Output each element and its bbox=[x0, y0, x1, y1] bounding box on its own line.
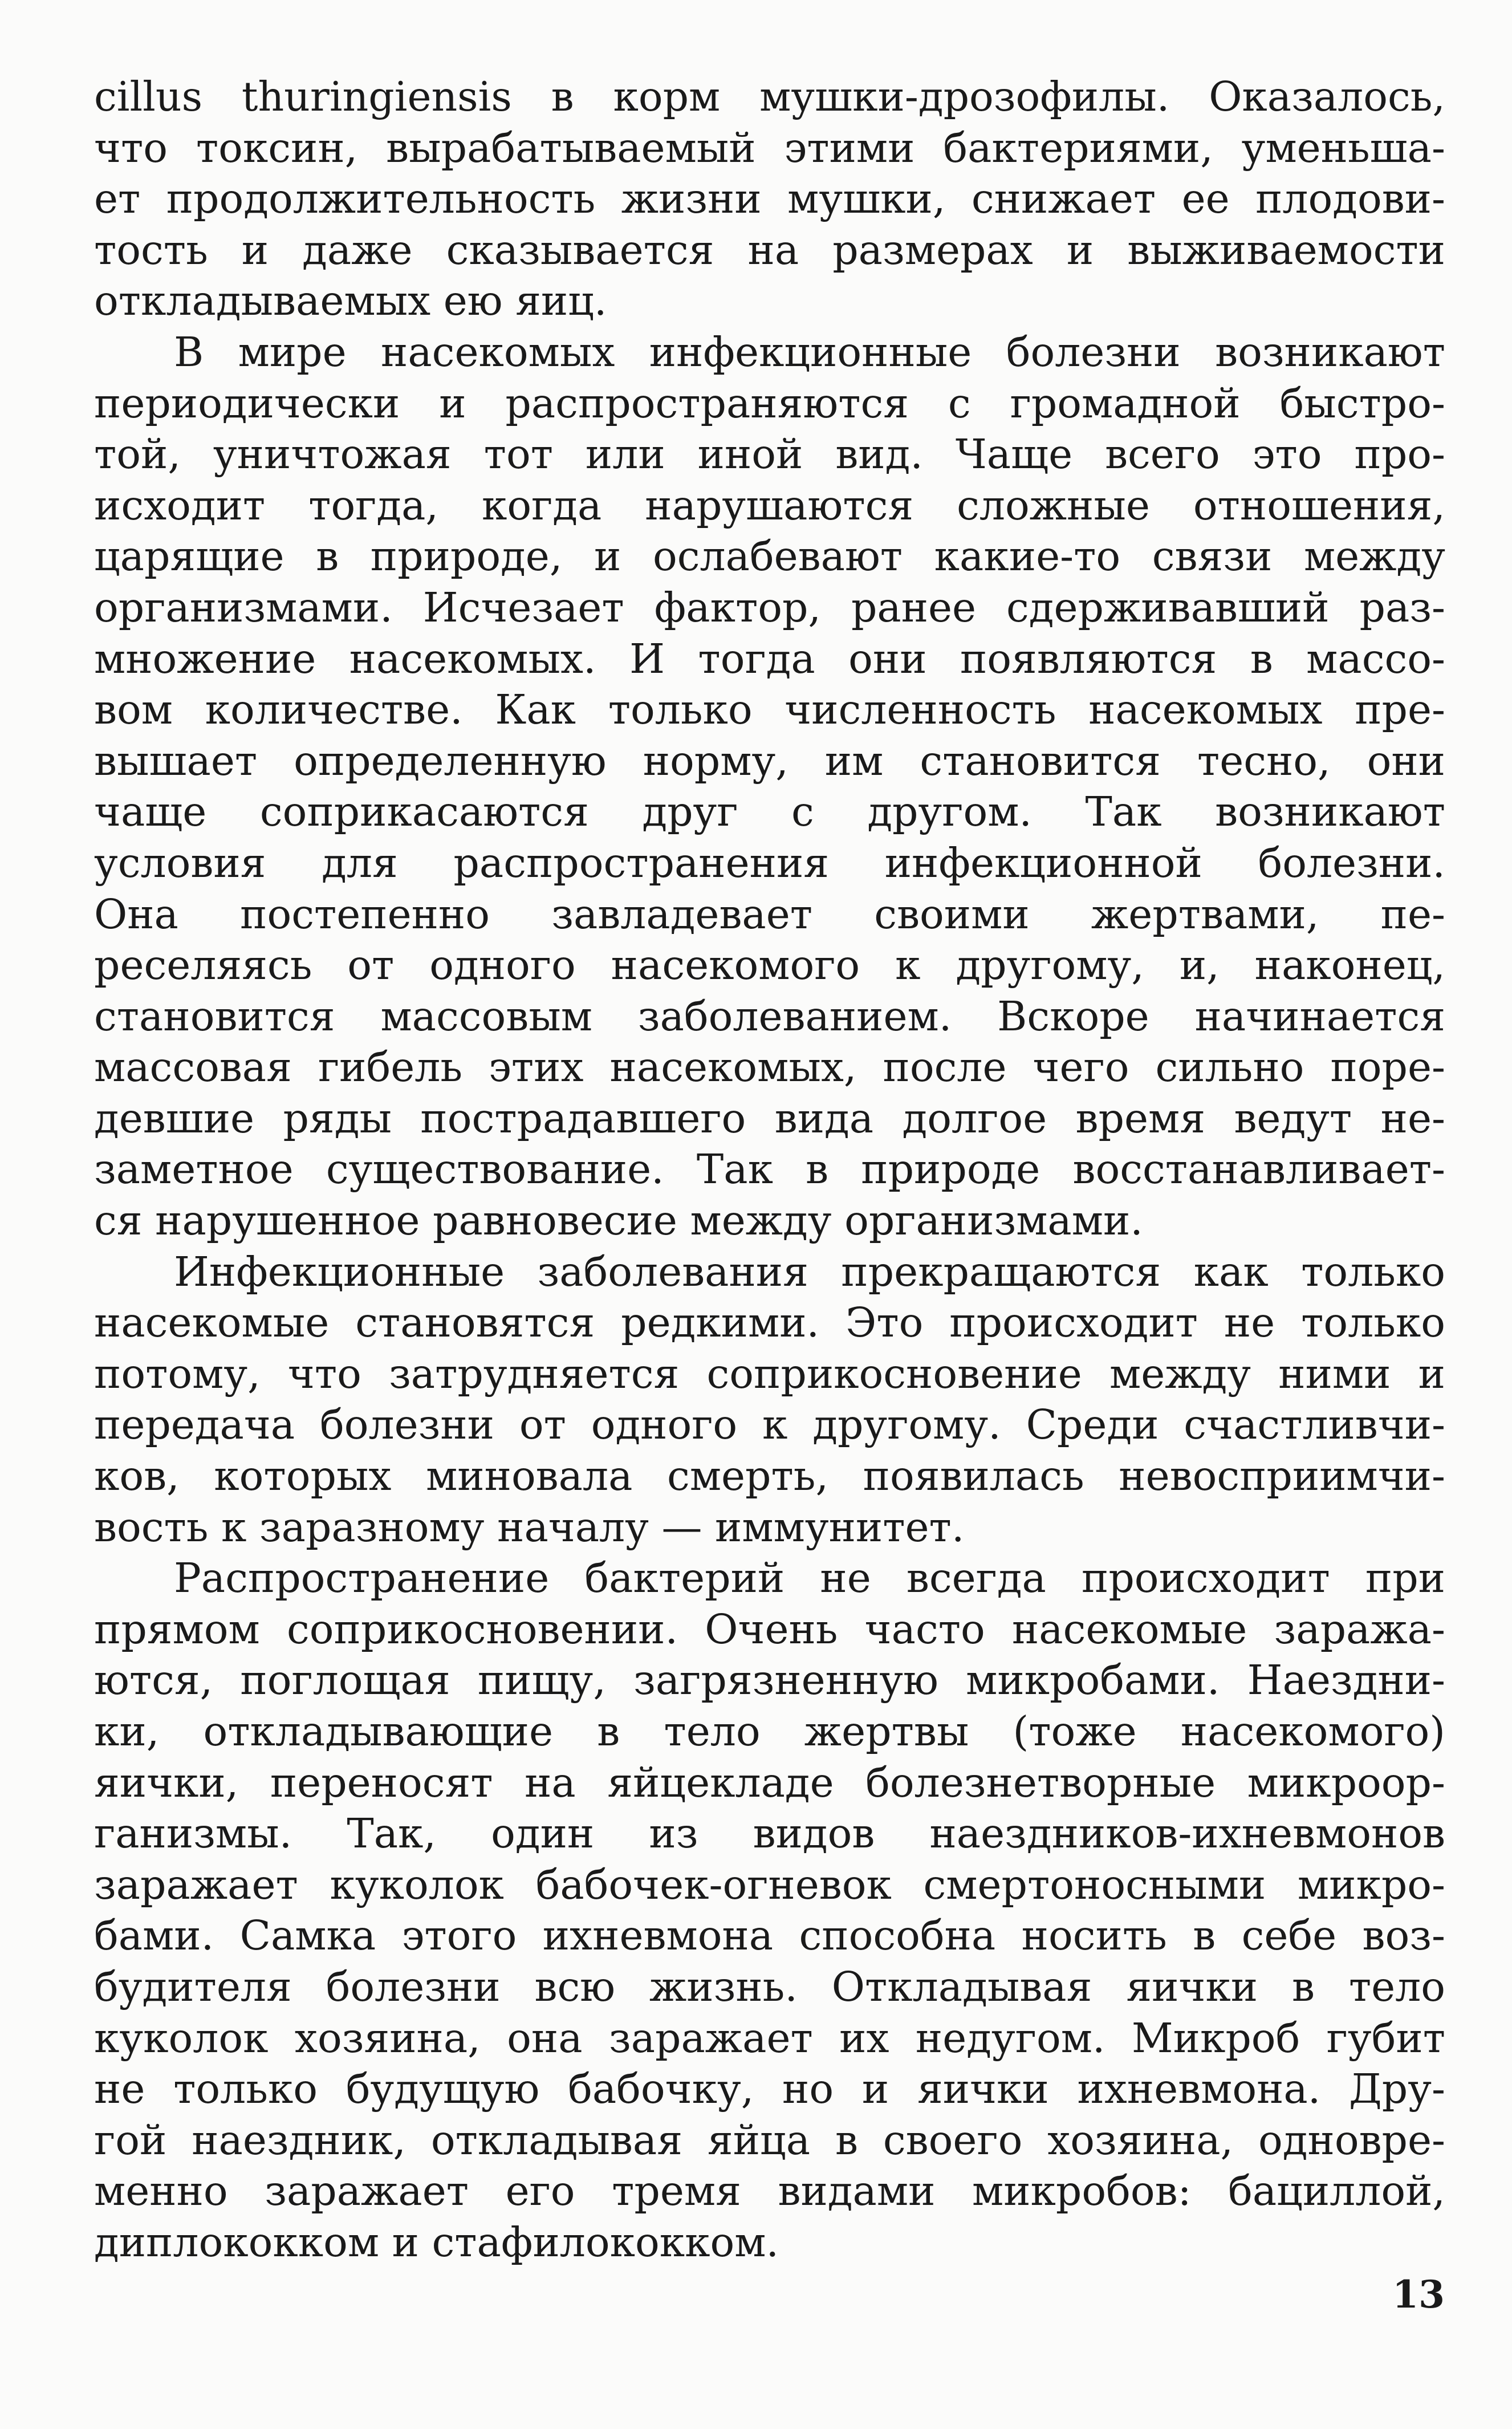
text-line: девшие ряды пострадавшего вида долгое время ведут не- bbox=[94, 1094, 1445, 1142]
text-line: прямом соприкосновении. Очень часто насекомые заража- bbox=[94, 1605, 1445, 1653]
text-line: насекомые становятся редкими. Это происходит не только bbox=[94, 1299, 1445, 1347]
text-line: яички, переносят на яйцекладе болезнетворные микроор- bbox=[94, 1758, 1445, 1806]
text-line: диплококком и стафилококком. bbox=[94, 2218, 779, 2266]
text-line: вышает определенную норму, им становится тесно, они bbox=[94, 737, 1445, 785]
text-line: передача болезни от одного к другому. Среди счастливчи- bbox=[94, 1401, 1445, 1449]
text-line: царящие в природе, и ослабевают какие-то связи между bbox=[94, 533, 1445, 580]
text-line: условия для распространения инфекционной болезни. bbox=[94, 839, 1445, 887]
text-line: реселяясь от одного насекомого к другому, и, наконец, bbox=[94, 941, 1445, 989]
text-line: организмами. Исчезает фактор, ранее сдерживавший раз- bbox=[94, 583, 1445, 631]
text-line: массовая гибель этих насекомых, после чего сильно поре- bbox=[94, 1043, 1445, 1091]
text-line: В мире насекомых инфекционные болезни возникают bbox=[174, 328, 1445, 376]
text-line: ганизмы. Так, один из видов наездников-ихневмонов bbox=[94, 1810, 1445, 1858]
paragraph-2 bbox=[94, 327, 1445, 1246]
text-line: менно заражает его тремя видами микробов: бациллой, bbox=[94, 2167, 1445, 2215]
paragraph-4 bbox=[94, 1553, 1445, 2268]
text-line: куколок хозяина, она заражает их недугом. Микроб губит bbox=[94, 2014, 1445, 2062]
body-text bbox=[94, 71, 1445, 2268]
text-line: ся нарушенное равновесие между организмами. bbox=[94, 1197, 1143, 1245]
text-line: будителя болезни всю жизнь. Откладывая яички в тело bbox=[94, 1963, 1445, 2010]
text-line: ков, которых миновала смерть, появилась невосприимчи- bbox=[94, 1452, 1445, 1500]
text-line: чаще соприкасаются друг с другом. Так возникают bbox=[94, 788, 1445, 836]
text-line: исходит тогда, когда нарушаются сложные отношения, bbox=[94, 481, 1445, 529]
page-number: 13 bbox=[1392, 2272, 1445, 2317]
text-line: вость к заразному началу — иммунитет. bbox=[94, 1503, 965, 1551]
text-line: тость и даже сказывается на размерах и выживаемости bbox=[94, 226, 1445, 274]
text-line: той, уничтожая тот или иной вид. Чаще всего это про- bbox=[94, 430, 1445, 478]
text-line: что токсин, вырабатываемый этими бактериями, уменьша- bbox=[94, 124, 1445, 172]
text-line: гой наездник, откладывая яйца в своего хозяина, одновре- bbox=[94, 2116, 1445, 2164]
text-line: множение насекомых. И тогда они появляются в массо- bbox=[94, 635, 1445, 683]
text-line: не только будущую бабочку, но и яички ихневмона. Дру- bbox=[94, 2065, 1445, 2113]
text-line: cillus thuringiensis в корм мушки-дрозофилы. Оказалось, bbox=[94, 73, 1445, 120]
paragraph-1 bbox=[94, 71, 1445, 327]
text-line: заметное существование. Так в природе восстанавливает- bbox=[94, 1146, 1445, 1193]
text-line: ет продолжительность жизни мушки, снижает ее плодови- bbox=[94, 175, 1445, 223]
text-line: периодически и распространяются с громадной быстро- bbox=[94, 379, 1445, 427]
paragraph-3 bbox=[94, 1246, 1445, 1553]
text-line: Она постепенно завладевает своими жертвами, пе- bbox=[94, 890, 1445, 938]
text-line: ки, откладывающие в тело жертвы (тоже насекомого) bbox=[94, 1708, 1445, 1755]
text-line: ются, поглощая пищу, загрязненную микробами. Наездни- bbox=[94, 1656, 1445, 1704]
text-line: Инфекционные заболевания прекращаются как только bbox=[174, 1248, 1445, 1295]
text-line: заражает куколок бабочек-огневок смертоносными микро- bbox=[94, 1861, 1445, 1908]
text-line: бами. Самка этого ихневмона способна носить в себе воз- bbox=[94, 1912, 1445, 1960]
text-line: потому, что затрудняется соприкосновение между ними и bbox=[94, 1350, 1445, 1398]
text-line: откладываемых ею яиц. bbox=[94, 277, 607, 325]
text-line: Распространение бактерий не всегда происходит при bbox=[174, 1554, 1445, 1602]
text-line: вом количестве. Как только численность насекомых пре- bbox=[94, 686, 1445, 734]
text-line: становится массовым заболеванием. Вскоре начинается bbox=[94, 992, 1445, 1040]
